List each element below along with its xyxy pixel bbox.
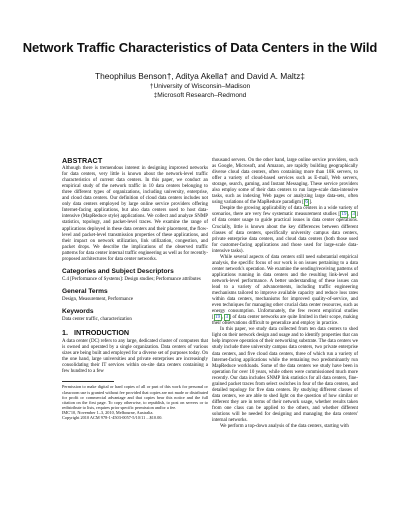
general-terms-heading: General Terms (62, 287, 108, 295)
affiliation-wisconsin: †University of Wisconsin–Madison (149, 83, 251, 90)
paper-title: Network Traffic Characteristics of Data Centers in the Wild (22, 40, 378, 55)
citation-link[interactable]: 19 (341, 212, 347, 218)
copyright-line: Copyright 2010 ACM 978-1-4503-0057-5/10/11 ...$10.00. (62, 414, 163, 420)
introduction-text: A data center (DC) refers to any large, dedicated cluster of computers that is owned and operated by a single organization. Data centers of various sizes are being built and employed for a diverse set of purposes today. On the one hand, large universities and private enterprises are increasingly consolidating their IT services within on-site data centers containing a few hundred to a few (62, 339, 208, 375)
right-column (212, 158, 358, 430)
citation-link[interactable]: 19 (215, 315, 221, 321)
intro-paragraph-2: Despite the growing applicability of data centers in a wide variety of scenarios, there are very few systematic measurement studies [ 19 , 3 ] of data center usage to guide practical issues in data center operations. Crucially, little is known about the key differences between different classes of data centers, specifically university campus data centers, private enterprise data centers, and cloud data centers (both those used for customer-facing applications and those used for large-scale data-intensive tasks). (212, 206, 359, 254)
section-title: INTRODUCTION (74, 328, 130, 338)
conference-line: IMC'10, November 1–3, 2010, Melbourne, Australia. (62, 409, 154, 415)
copyright-footnote (62, 384, 208, 420)
citation-link[interactable]: 3 (352, 212, 355, 218)
author-names: Theophilus Benson†, Aditya Akella† and David A. Maltz‡ (95, 71, 305, 81)
introduction-heading (62, 330, 208, 336)
keywords-text: Data center traffic, characterization (62, 317, 132, 323)
section-number: 1. (62, 328, 68, 338)
intro-paragraph-3: While several aspects of data centers still need substantial empirical analysis, the specific focus of our work is on issues pertaining to a data center network's operation. We examine the sending/receiving patterns of applications running in data centers and the resulting link-level and network-level performance. A better understanding of these issues can lead to a variety of advancements, including traffic engineering mechanisms tailored to improve available capacity and reduce loss rates within data centers, mechanisms for improved quality-of-service, and even techniques for managing other crucial data center resources, such as energy consumption. Unfortunately, the few recent empirical studies [ 19 , 3 ] of data center networks are quite limited in their scope, making their observations difficult to generalize and employ in practice. (212, 254, 358, 327)
permission-notice: Permission to make digital or hard copies of all or part of this work for personal or classroom use is granted without fee provided that copies are not made or distributed for profit or commercial advantage and that copies bear this notice and the full citation on the first page. To copy otherwise, to republish, to post on servers or to redistribute to lists, requires prior specific permission and/or a fee. (62, 384, 208, 410)
left-column (62, 158, 208, 420)
general-terms-text: Design, Measurement, Performance (62, 296, 134, 302)
author-block (0, 72, 400, 100)
footnote-divider (62, 381, 114, 382)
abstract-heading: ABSTRACT (62, 156, 103, 165)
citation-link[interactable]: 3 (225, 315, 229, 321)
intro-paragraph-5: We perform a top-down analysis of the data centers, starting with (220, 424, 349, 430)
categories-heading: Categories and Subject Descriptors (62, 267, 174, 275)
intro-paragraph-4: In this paper, we study data collected from ten data centers to shed light on their network design and usage and to identify properties that can help improve operation of their networking substrate. The data centers we study include three university campus data centers, two private enterprise data centers, and five cloud data centers, three of which run a variety of Internet-facing applications while the remaining two predominantly run MapReduce workloads. Some of the data centers we study have been in operation for over 10 years, while others were commissioned much more recently. Our data includes SNMP link statistics for all data centers, fine-grained packet traces from select switches in four of the data centers, and detailed topology for five data centers. By studying different classes of data centers, we are able to shed light on the question of how similar or different they are in terms of their network usage, whether results taken from one class can be applied to the others, and whether different solutions will be needed for designing and managing the data centers' internal networks. (212, 327, 358, 424)
keywords-heading: Keywords (62, 307, 94, 315)
affiliation-microsoft: ‡Microsoft Research–Redmond (153, 92, 247, 99)
citation-link[interactable]: 6 (305, 200, 308, 206)
categories-text: C.4 [Performance of Systems]: Design studies; Performance attributes (62, 276, 201, 282)
abstract-text: Although there is tremendous interest in designing improved networks for data centers, very little is known about the network-level traffic characteristics of current data centers. In this paper, we conduct an empirical study of the network traffic in 10 data centers belonging to three different types of organizations, including university, enterprise, and cloud data centers. Our definition of cloud data centers includes not only data centers employed by large online service providers offering Internet-facing applications, but also data centers used to host data-intensive (MapReduce style) applications. We collect and analyze SNMP statistics, topology, and packet-level traces. We examine the range of applications deployed in these data centers and their placement, the flow-level and packet-level transmission properties of these applications, and their impact on network utilization, link utilization, congestion, and packet drops. We describe the implications of the observed traffic patterns for data center internal traffic engineering as well as for recently-proposed architectures for data center networks. (62, 166, 208, 262)
intro-paragraph-1: thousand servers. On the other hand, large online service providers, such as Google, Microsoft, and Amazon, are rapidly building geographically diverse cloud data centers, often containing more than 10K servers, to offer a variety of cloud-based services such as E-mail, Web servers, storage, search, gaming, and Instant Messaging. These service providers also employ some of their data centers to run large-scale data-intensive tasks, such as indexing Web pages or analyzing large data-sets, often using variations of the MapReduce paradigm [ 6 ]. (212, 158, 358, 206)
